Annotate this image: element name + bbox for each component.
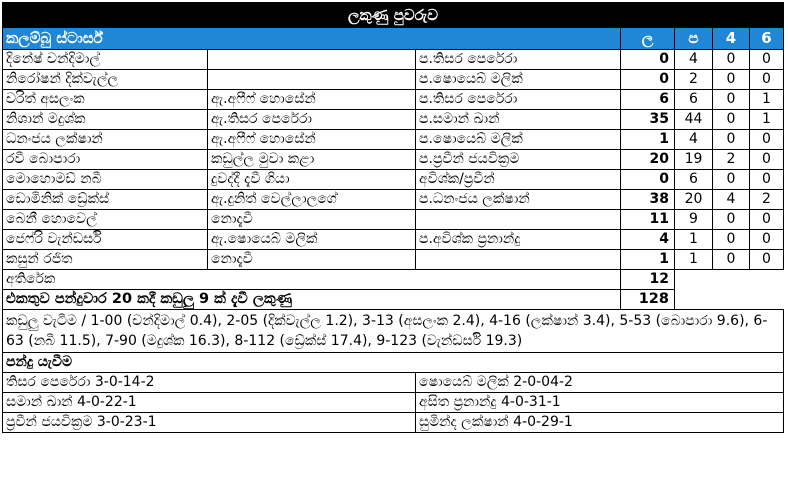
fours: 0 <box>713 230 750 250</box>
bowler <box>416 250 621 270</box>
fours: 2 <box>713 150 750 170</box>
blank-cell <box>675 270 784 290</box>
batsman-name: කසුන් රජිත <box>3 250 208 270</box>
fall-of-wickets: කඩුලු වැටීම / 1-00 (චන්දිමාල් 0.4), 2-05 (දික්වැල්ල 1.2), 3-13 (අසලංක 2.4), 4-16 (ලක්ෂාන් 3.4), 5-53 (බොපාරා 9.6), 6-63 (නබී 11.5), 7-90 (මදුශ්ක 16.3), 8-112 (ඩ්‍රේක්ස් 17.4), 9-123 (වැන්ඩර්සි 19.3) <box>3 310 784 353</box>
team-name: කලම්බු ස්ටාර්ස් <box>3 28 621 50</box>
fours: 0 <box>713 110 750 130</box>
runs: 0 <box>621 50 675 70</box>
bowler: ප.ප්‍රවීන් ජයවික්‍රම <box>416 150 621 170</box>
batsman-name: නිරෝෂන් දික්වැල්ල <box>3 70 208 90</box>
bowling-figure: ෂොයෙබ් මලික් 2-0-04-2 <box>416 373 784 393</box>
runs: 20 <box>621 150 675 170</box>
balls: 6 <box>675 170 713 190</box>
batting-row <box>3 250 784 270</box>
balls: 20 <box>675 190 713 210</box>
total-row <box>3 290 784 310</box>
runs: 35 <box>621 110 675 130</box>
batting-row <box>3 190 784 210</box>
fours: 0 <box>713 130 750 150</box>
runs: 1 <box>621 250 675 270</box>
fours: 0 <box>713 90 750 110</box>
dismissal <box>208 70 416 90</box>
batsman-name: නිශාන් මදුශ්ක <box>3 110 208 130</box>
batting-row <box>3 210 784 230</box>
extras-row <box>3 270 784 290</box>
batting-row <box>3 50 784 70</box>
balls: 1 <box>675 230 713 250</box>
bowling-figure: අසිත ප්‍රනාන්දු 4-0-31-1 <box>416 393 784 413</box>
batting-row <box>3 110 784 130</box>
bowler: ප.ෂොයෙබ් මලික් <box>416 130 621 150</box>
dismissal: දුවද්දී දැවී ගියා <box>208 170 416 190</box>
blank-cell <box>675 290 784 310</box>
batting-row <box>3 150 784 170</box>
bowler: ප.ෂොයෙබ් මලික් <box>416 70 621 90</box>
batsman-name: මොහොමඩ් නබී <box>3 170 208 190</box>
batting-row <box>3 170 784 190</box>
fours: 0 <box>713 170 750 190</box>
sixes: 1 <box>750 110 784 130</box>
batsman-name: රවී බොපාරා <box>3 150 208 170</box>
scorecard-title: ලකුණු පුවරුව <box>3 3 784 28</box>
header-row <box>3 28 784 50</box>
balls-header: ප <box>675 28 713 50</box>
bowling-figure: සමාන් ඛාන් 4-0-22-1 <box>3 393 416 413</box>
batsman-name: ධනංජය ලක්ෂාන් <box>3 130 208 150</box>
total-value: 128 <box>621 290 675 310</box>
bowling-figure: සුමින්ද ලක්ෂාන් 4-0-29-1 <box>416 413 784 433</box>
sixes: 1 <box>750 90 784 110</box>
sixes: 0 <box>750 150 784 170</box>
total-label: එකතුව පන්දුවාර 20 කදී කඩුලු 9 ක් දැවී ලකුණු <box>3 290 621 310</box>
fours: 0 <box>713 50 750 70</box>
batting-row <box>3 70 784 90</box>
extras-value: 12 <box>621 270 675 290</box>
balls: 9 <box>675 210 713 230</box>
sixes: 0 <box>750 130 784 150</box>
balls: 2 <box>675 70 713 90</box>
batsman-name: චරිත් අසලංක <box>3 90 208 110</box>
runs: 11 <box>621 210 675 230</box>
sixes-header: 6 <box>750 28 784 50</box>
dismissal <box>208 50 416 70</box>
bowler <box>416 210 621 230</box>
sixes: 0 <box>750 170 784 190</box>
balls: 4 <box>675 130 713 150</box>
dismissal: ඇ.ෂොයෙබ් මලික් <box>208 230 416 250</box>
bowler: ප.ධනංජය ලක්ෂාන් <box>416 190 621 210</box>
bowling-row <box>3 373 784 393</box>
balls: 6 <box>675 90 713 110</box>
bowling-title-row <box>3 353 784 373</box>
dismissal: ඇ.දුනිත් වෙල්ලාලගේ <box>208 190 416 210</box>
balls: 44 <box>675 110 713 130</box>
sixes: 0 <box>750 210 784 230</box>
runs: 38 <box>621 190 675 210</box>
batsman-name: දිනේෂ් චන්දිමාල් <box>3 50 208 70</box>
batsman-name: බෙනී හොවෙල් <box>3 210 208 230</box>
batting-row <box>3 230 784 250</box>
fours: 0 <box>713 70 750 90</box>
dismissal: කඩුල්ල මුවා කළා <box>208 150 416 170</box>
bowler: ප.සමාන් ඛාන් <box>416 110 621 130</box>
sixes: 2 <box>750 190 784 210</box>
dismissal: ඇ.තිසර පෙරේරා <box>208 110 416 130</box>
balls: 1 <box>675 250 713 270</box>
batting-row <box>3 90 784 110</box>
bowling-row <box>3 393 784 413</box>
extras-label: අතිරේක <box>3 270 621 290</box>
runs: 6 <box>621 90 675 110</box>
balls: 4 <box>675 50 713 70</box>
bowler: ප.තිසර පෙරේරා <box>416 90 621 110</box>
dismissal: ඇ.අෆීෆ් හොසේන් <box>208 130 416 150</box>
sixes: 0 <box>750 230 784 250</box>
dismissal: ඇ.අෆීෆ් හොසේන් <box>208 90 416 110</box>
bowling-title: පන්දු යැවීම <box>3 353 784 373</box>
title-row <box>3 3 784 28</box>
dismissal: නොදැවී <box>208 210 416 230</box>
fours-header: 4 <box>713 28 750 50</box>
sixes: 0 <box>750 250 784 270</box>
bowler: ප.තිසර පෙරේරා <box>416 50 621 70</box>
dismissal: නොදැවී <box>208 250 416 270</box>
fours: 4 <box>713 190 750 210</box>
fours: 0 <box>713 250 750 270</box>
runs-header: ල <box>621 28 675 50</box>
batting-row <box>3 130 784 150</box>
bowling-row <box>3 413 784 433</box>
fours: 0 <box>713 210 750 230</box>
scorecard-table <box>2 2 784 433</box>
batsman-name: ඩොමිනික් ඩ්‍රේක්ස් <box>3 190 208 210</box>
batsman-name: ජෙෆ්රි වැන්ඩර්සි <box>3 230 208 250</box>
bowling-figure: ප්‍රවීන් ජයවික්‍රම 3-0-23-1 <box>3 413 416 433</box>
runs: 0 <box>621 170 675 190</box>
bowler: ප.අවිශ්ක ප්‍රනාන්දු <box>416 230 621 250</box>
runs: 4 <box>621 230 675 250</box>
bowler: අවිශ්ක/ප්‍රවීන් <box>416 170 621 190</box>
balls: 19 <box>675 150 713 170</box>
sixes: 0 <box>750 70 784 90</box>
bowling-figure: තිසර පෙරේරා 3-0-14-2 <box>3 373 416 393</box>
runs: 1 <box>621 130 675 150</box>
fall-of-wickets-row <box>3 310 784 353</box>
sixes: 0 <box>750 50 784 70</box>
runs: 0 <box>621 70 675 90</box>
